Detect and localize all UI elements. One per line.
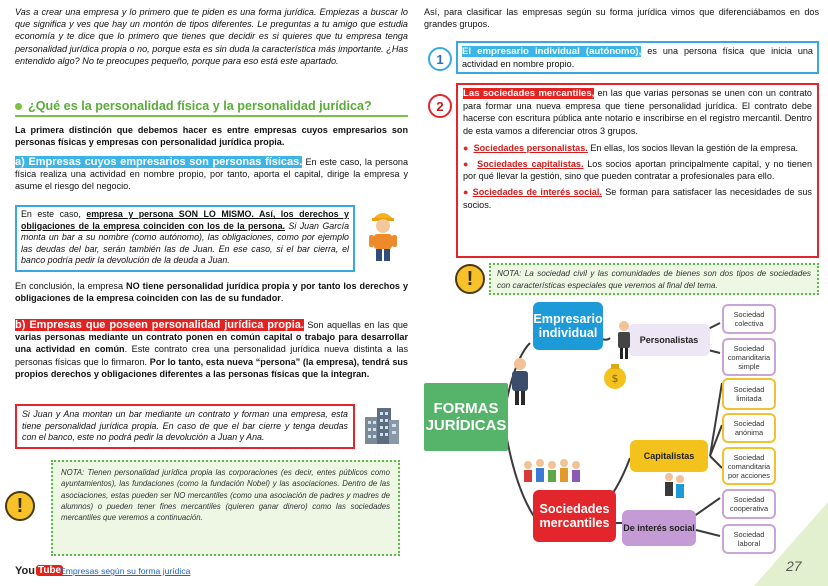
item-2-highlight: Las sociedades mercantiles, bbox=[463, 88, 595, 99]
conclusion-end: . bbox=[280, 293, 284, 304]
box1-pre: En este caso, bbox=[21, 209, 87, 219]
conclusion-bold: NO tiene personalidad jurídica propia y por tanto los derechos y obligaciones de la empresa coinciden con las de su fundador bbox=[15, 281, 408, 304]
first-distinction: La primera distinción que debemos hacer es entre empresas cuyos empresarios son personas físicas y empresas con personalidad jurídica propia. bbox=[15, 125, 408, 148]
bullet-capitalistas: ● Sociedades capitalistas. Los socios aportan principalmente capital, y no tienen por qué llevar la gestión, sino que pueden contratar a profesionales para ello. bbox=[463, 159, 813, 182]
item-1-box bbox=[456, 41, 819, 74]
youtube-tube: Tube bbox=[37, 565, 62, 576]
bullet-interes-text: Se forman para satisfacer las necesidades de sus socios. bbox=[463, 187, 812, 210]
node-personalistas: Personalistas bbox=[628, 324, 710, 356]
section-title: ¿Qué es la personalidad física y la personalidad jurídica? bbox=[28, 99, 372, 113]
bullet-capitalistas-title: Sociedades capitalistas. bbox=[477, 159, 584, 170]
businessman-icon bbox=[616, 320, 632, 360]
leaf-sociedad-colectiva: Sociedad colectiva bbox=[722, 304, 776, 334]
youtube-you: You bbox=[15, 564, 35, 577]
box1-italic: Si Juan García monta un bar a su nombre (como autónomo), las obligaciones, como por ejemplo las deudas del bar, serán también las de Juan. En ese caso, si el bar cierra, el banco podría pedir la devolución de la deuda a Juan. bbox=[21, 220, 350, 266]
conclusion-pre: En conclusión, la empresa bbox=[15, 281, 127, 291]
node-empresario-individual: Empresario individual bbox=[533, 302, 603, 350]
individual-person-icon bbox=[505, 356, 535, 406]
money-bag-icon bbox=[598, 360, 632, 390]
bullet-personalistas-title: Sociedades personalistas. bbox=[473, 142, 588, 153]
example-box-autonomo bbox=[15, 205, 355, 272]
b-text2: . Este contrato crea una personalidad jurídica nueva distinta a las personas físicas que lo firmaron. bbox=[15, 344, 409, 367]
bullet-personalistas-text: En ellas, los socios llevan la gestión de la empresa. bbox=[587, 142, 799, 153]
leaf-sociedad-laboral: Sociedad laboral bbox=[722, 524, 776, 554]
example-box-autonomo-text bbox=[21, 209, 349, 267]
bullet-capitalistas-text: Los socios aportan principalmente capital, y no tienen por qué llevar la gestión, sino que pueden contratar a profesionales para ello. bbox=[463, 159, 813, 182]
number-badge-1: 1 bbox=[428, 47, 452, 71]
section-a-heading: a) Empresas cuyos empresarios son personas físicas. bbox=[15, 156, 303, 168]
section-a-text: En este caso, la persona física realiza una actividad en nombre propio, por tanto, aporta el capital, dirige la empresa y asume el riesgo del negocio. bbox=[15, 157, 408, 192]
section-heading bbox=[15, 98, 408, 114]
number-badge-2: 2 bbox=[428, 94, 452, 118]
section-b-paragraph bbox=[15, 319, 408, 380]
page-number: 27 bbox=[786, 558, 802, 574]
item-1-desc: es una persona física que inicia una actividad en nombre propio. bbox=[462, 46, 813, 70]
right-intro: Así, para clasificar las empresas según su forma jurídica vimos que diferenciábamos en dos grandes grupos. bbox=[424, 7, 819, 30]
leaf-comanditaria-acciones: Sociedad comanditaria por acciones bbox=[722, 447, 776, 485]
b-bold2: Por lo tanto, esta nueva “persona” (la empresa), tendrá sus propios derechos y obligaciones diferentes a las personas físicas que la integran. bbox=[15, 356, 408, 379]
bullet-interes-title: Sociedades de interés social. bbox=[472, 187, 602, 198]
leaf-sociedad-cooperativa: Sociedad cooperativa bbox=[722, 489, 776, 519]
section-underline bbox=[15, 115, 408, 117]
item-2-desc: en las que varias personas se unen con un contrato para formar una nueva empresa que tiene personalidad jurídica. El contrato debe hacerse con escritura pública ante notario e inscribirse en el registro mercantil. Dentro de esta vamos a diferenciar otros 3 grupos. bbox=[463, 88, 812, 136]
item-2-box bbox=[456, 83, 819, 258]
node-formas-juridicas: FORMAS JURÍDICAS bbox=[424, 383, 508, 451]
bullet-interes-social: ● Sociedades de interés social. Se forman para satisfacer las necesidades de sus socios. bbox=[463, 187, 812, 210]
leaf-sociedad-limitada: Sociedad limitada bbox=[722, 378, 776, 410]
section-b-heading: b) Empresas que poseen personalidad jurídica propia. bbox=[15, 319, 304, 331]
node-capitalistas: Capitalistas bbox=[630, 440, 708, 472]
note-right-text: NOTA: La sociedad civil y las comunidades de bienes son dos tipos de sociedades con características especiales que veremos al final del tema. bbox=[497, 269, 811, 290]
bullet-dot-icon bbox=[15, 103, 22, 110]
conclusion-paragraph bbox=[15, 280, 408, 304]
example-box-sociedad-text: Si Juan y Ana montan un bar mediante un contrato y forman una empresa, esta tiene personalidad jurídica propia. En caso de que el bar cierre y tenga deudas con el banco, este no podrá pedir la devolución a Juan y Ana. bbox=[22, 409, 348, 443]
warning-icon-right: ! bbox=[455, 264, 485, 294]
youtube-video-link[interactable]: Empresas según su forma jurídica bbox=[60, 566, 191, 576]
youtube-logo[interactable] bbox=[15, 563, 63, 578]
svg-text:$: $ bbox=[611, 372, 619, 385]
b-bold1: varias personas mediante un contrato ponen en común capital o trabajo para desarrollar una actividad en común bbox=[15, 332, 408, 355]
warning-icon: ! bbox=[5, 491, 35, 521]
node-sociedades-mercantiles: Sociedades mercantiles bbox=[533, 490, 616, 542]
intro-paragraph: Vas a crear una empresa y lo primero que te piden es una forma jurídica. Empiezas a buscar lo que significa y ves que hay un montón de tipos diferentes. Le preguntas a tu amigo que estudia economía y te dice que lo primero que tienes que decidir es si quieres que tu empresa tenga personalidad jurídica propia o no, porque esta es sin duda la característica más importante. ¿Has entendido algo? No te preocupes pequeño, porque para eso está este apartado. bbox=[15, 7, 408, 66]
box1-bold: empresa y persona SON LO MISMO. Así, los derechos y obligaciones de la empresa coinciden con los de la persona. bbox=[21, 209, 349, 231]
note-box-left bbox=[51, 460, 400, 556]
leaf-comanditaria-simple: Sociedad comanditaria simple bbox=[722, 338, 776, 376]
worker-person-icon bbox=[366, 207, 400, 262]
item-1-highlight: El empresario individual (autónomo), bbox=[462, 46, 642, 57]
group-people-icon bbox=[520, 455, 588, 487]
leaf-sociedad-anonima: Sociedad anónima bbox=[722, 413, 776, 443]
node-interes-social: De interés social bbox=[622, 510, 696, 546]
item-1-text bbox=[462, 45, 813, 70]
office-building-icon bbox=[363, 405, 401, 445]
example-box-sociedad bbox=[15, 404, 355, 449]
b-text1: Son aquellas en las que bbox=[303, 320, 408, 330]
note-box-right bbox=[489, 263, 819, 295]
team-people-icon bbox=[660, 470, 688, 508]
bullet-personalistas: ● Sociedades personalistas. En ellas, los socios llevan la gestión de la empresa. bbox=[463, 142, 799, 153]
note-left-text: NOTA: Tienen personalidad jurídica propia las corporaciones (es decir, entes públicos como ayuntamientos), las fundaciones (como la fundación Nobel) y las asociaciones. Dentro de las asociaciones, estas pueden ser NO mercantiles (como una asociación de padres y madres de alumnos) o pueden tener fines mercantiles (quieren ganar dinero) como las sociedades mercantiles que veremos a continuación. bbox=[61, 468, 390, 523]
item-2-text bbox=[463, 87, 812, 137]
section-a-paragraph bbox=[15, 156, 408, 193]
